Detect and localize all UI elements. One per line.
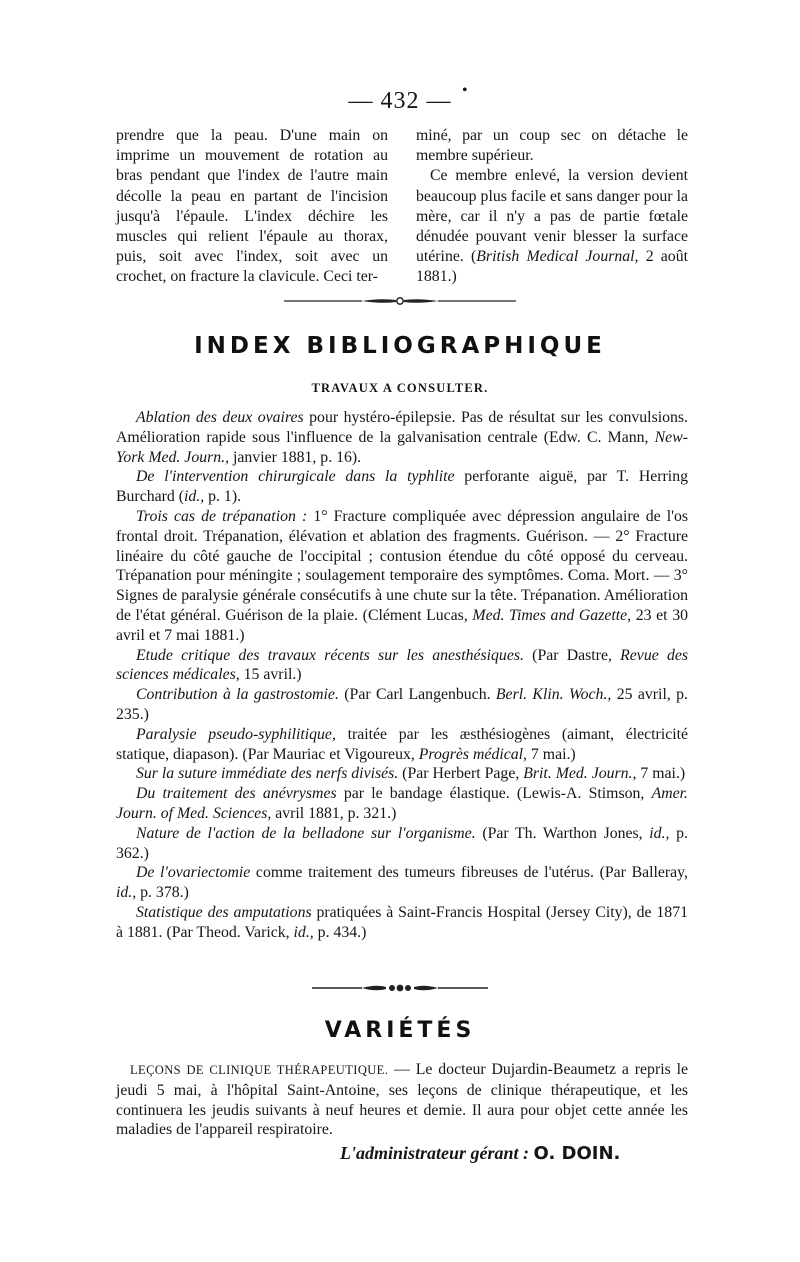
reference-entry bbox=[116, 863, 688, 903]
two-column-text bbox=[116, 126, 688, 288]
reference-source: Brit. Med. Journ., bbox=[523, 765, 637, 783]
varietes-title: VARIÉTÉS bbox=[324, 1018, 476, 1043]
reference-source: Progrès médical, bbox=[418, 745, 527, 763]
left-column-text: prendre que la peau. D'une main on imprime un mouvement de rotation au bras pendant que l'index de l'autre main décolle la peau en partant de l'incision jusqu'à l'épaule. L'index déchire les muscles qui relient l'épaule au thorax, puis, soit avec l'index, soit avec un crochet, on fracture la clavicule. Ceci ter- bbox=[116, 127, 388, 286]
reference-end: p. 434.) bbox=[313, 923, 367, 941]
journal-citation: British Medical Journal, bbox=[476, 248, 639, 266]
reference-source: id., bbox=[116, 884, 137, 902]
index-subtitle: TRAVAUX A CONSULTER. bbox=[311, 381, 489, 395]
page-number: — 432 — bbox=[348, 88, 452, 114]
reference-title: Paralysie pseudo-syphilitique, bbox=[136, 725, 336, 743]
right-para-2-text: Ce membre enlevé, la version devient beaucoup plus facile et sans danger pour la mère, car il n'y a pas de partie fœtale dénudée pouvant venir blesser la surface utérine. ( bbox=[416, 167, 688, 266]
reference-end: 7 mai.) bbox=[636, 765, 686, 783]
reference-end: p. 362.) bbox=[116, 824, 688, 862]
reference-source: New-York Med. Journ., bbox=[116, 428, 688, 466]
varietes-section bbox=[116, 1060, 688, 1140]
reference-end: p. 378.) bbox=[136, 884, 189, 902]
reference-title: Etude critique des travaux récents sur les anesthésiques. bbox=[136, 646, 524, 664]
reference-title: Du traitement des anévrysmes bbox=[136, 785, 337, 803]
citation-date: 2 août 1881.) bbox=[416, 248, 688, 286]
reference-end: 25 avril, p. 235.) bbox=[116, 686, 688, 723]
left-column bbox=[116, 126, 388, 288]
reference-entry bbox=[116, 764, 688, 784]
reference-text: perforante aiguë, par T. Herring Burchard ( bbox=[116, 468, 688, 506]
signature bbox=[340, 1143, 620, 1164]
reference-text: (Par Carl Langenbuch. bbox=[338, 686, 496, 704]
varietes-paragraph bbox=[116, 1060, 688, 1140]
reference-title: Trois cas de trépanation : bbox=[136, 507, 308, 525]
signature-name: O. DOIN. bbox=[533, 1143, 621, 1164]
reference-entry bbox=[116, 824, 688, 864]
reference-source: Revue des sciences médicales, bbox=[116, 646, 689, 684]
reference-end: 7 mai.) bbox=[526, 745, 576, 763]
reference-text: 1° Fracture compliquée avec dépression angulaire de l'os frontal droit. Trépanation, élévation et ablation des fragments. Guérison. — 2° Fracture linéaire du côté gauche de l'occipital ; contusion étendue du côté opposé du cerveau. Trépanation pour méningite ; soulagement temporaire des symptômes. Coma. Mort. — 3° Signes de paralysie générale consécutifs à une chute sur la tête. Trépanation. Amélioration de l'état général. Guérison de la plaie. (Clément Lucas, bbox=[116, 507, 688, 624]
reference-text: (Par Th. Warthon Jones, bbox=[475, 824, 650, 842]
reference-text: (Par Herbert Page, bbox=[398, 765, 524, 783]
reference-title: Ablation des deux ovaires bbox=[136, 409, 304, 426]
varietes-text: — Le docteur Dujardin-Beaumetz a repris le jeudi 5 mai, à l'hôpital Saint-Antoine, ses leçons de clinique thérapeutique, et les continuera les jeudis suivants à neuf heures et demie. Il aura pour objet cette année les maladies de l'appareil respiratoire. bbox=[116, 1061, 689, 1139]
reference-source: id., bbox=[184, 488, 205, 506]
reference-end: avril 1881, p. 321.) bbox=[271, 804, 397, 822]
reference-end: 15 avril.) bbox=[239, 666, 302, 684]
ornament-divider bbox=[0, 982, 800, 994]
varietes-lead: LEÇONS DE CLINIQUE THÉRAPEUTIQUE. bbox=[130, 1063, 389, 1077]
reference-entry bbox=[116, 646, 688, 686]
reference-source: Berl. Klin. Woch., bbox=[495, 686, 612, 704]
right-column-para-2 bbox=[416, 166, 688, 287]
reference-text: traitée par les æsthésiogènes (aimant, électricité statique, diapason). (Par Mauriac et Vigoureux, bbox=[116, 725, 689, 763]
reference-source: id., bbox=[649, 824, 670, 842]
reference-entry bbox=[116, 903, 688, 943]
reference-end: janvier 1881, p. 16). bbox=[229, 448, 362, 466]
reference-text: par le bandage élastique. (Lewis-A. Stimson, bbox=[336, 785, 652, 803]
reference-list bbox=[116, 408, 688, 943]
reference-title: Nature de l'action de la belladone sur l'organisme. bbox=[136, 824, 476, 842]
ink-speck: • bbox=[462, 82, 468, 99]
reference-entry bbox=[116, 467, 688, 507]
ornament-divider bbox=[0, 295, 800, 307]
reference-title: Sur la suture immédiate des nerfs divisés. bbox=[136, 765, 399, 783]
reference-source: Med. Times and Gazette, bbox=[472, 606, 632, 624]
right-column-para-1: miné, par un coup sec on détache le membre supérieur. bbox=[416, 127, 688, 165]
reference-entry bbox=[116, 507, 688, 646]
reference-text: (Par Dastre, bbox=[523, 646, 621, 664]
reference-end: 23 et 30 avril et 7 mai 1881.) bbox=[116, 606, 688, 644]
reference-title: Contribution à la gastrostomie. bbox=[136, 686, 339, 704]
reference-end: p. 1). bbox=[204, 488, 242, 506]
ornament-rule-icon bbox=[312, 982, 488, 994]
right-column bbox=[416, 126, 688, 288]
index-title: INDEX BIBLIOGRAPHIQUE bbox=[194, 333, 606, 359]
reference-text: pour hystéro-épilepsie. Pas de résultat sur les convulsions. Amélioration rapide sous l'influence de la galvanisation centrale (Edw. C. Mann, bbox=[116, 409, 688, 446]
reference-entry bbox=[116, 408, 688, 467]
reference-title: De l'ovariectomie bbox=[136, 864, 251, 882]
reference-entry bbox=[116, 725, 688, 765]
reference-text: pratiquées à Saint-Francis Hospital (Jersey City), de 1871 à 1881. (Par Theod. Varick, bbox=[116, 903, 688, 941]
reference-text: comme traitement des tumeurs fibreuses de l'utérus. (Par Balleray, bbox=[250, 864, 688, 882]
reference-title: De l'intervention chirurgicale dans la typhlite bbox=[136, 468, 455, 486]
signature-label: L'administrateur gérant : bbox=[340, 1143, 530, 1163]
reference-entry bbox=[116, 784, 688, 824]
reference-title: Statistique des amputations bbox=[136, 903, 312, 921]
ornament-rule-icon bbox=[284, 295, 516, 307]
reference-source: Amer. Journ. of Med. Sciences, bbox=[116, 785, 688, 822]
reference-entry bbox=[116, 685, 688, 725]
reference-source: id., bbox=[293, 923, 314, 941]
